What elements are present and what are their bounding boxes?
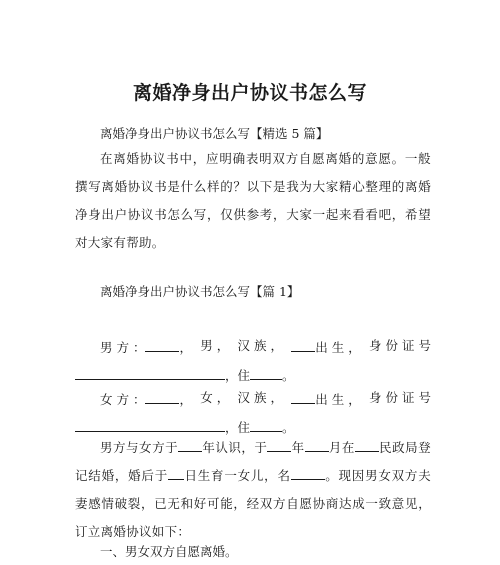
woman-address-blank [250, 418, 282, 432]
woman-id-label: 身 份 证 号 [369, 390, 431, 405]
bureau-blank [355, 438, 379, 452]
marriage-text-2: 年认识，于 [202, 440, 268, 455]
marriage-text-4: 月在 [328, 440, 355, 455]
woman-id-blank [75, 418, 225, 432]
man-id-blank [75, 366, 225, 380]
marriage-text-5: 民政局登记结婚，婚后于 [75, 440, 431, 483]
woman-name-blank [145, 390, 179, 404]
man-id-label: 身 份 证 号 [369, 338, 431, 353]
man-sex: 男 ， [200, 338, 230, 353]
intro-paragraph: 在离婚协议书中，应明确表明双方自愿离婚的意愿。一般撰写离婚协议书是什么样的？以下是我为大家精心整理的离婚净身出户协议书怎么写，仅供参考，大家一起来看看吧，希望对大家有帮助。 [75, 151, 431, 250]
man-born: 出 生 ， [315, 340, 361, 355]
meet-year-blank [178, 438, 202, 452]
marriage-paragraph [75, 434, 431, 546]
subtitle-selected: 离婚净身出户协议书怎么写【精选 5 篇】 [100, 126, 329, 141]
woman-sex: 女 ， [200, 390, 230, 405]
woman-birth-blank [291, 390, 315, 404]
marry-month-blank [305, 438, 329, 452]
man-address-blank [250, 366, 282, 380]
man-end: 。 [282, 368, 295, 383]
marriage-text-6: 日生育一女儿，名 [183, 468, 291, 483]
woman-ethnic: 汉 族 ， [237, 390, 283, 405]
man-name-blank [145, 338, 179, 352]
woman-label: 女 方 ： [100, 392, 146, 407]
man-comma: ， [179, 340, 192, 355]
man-ethnic: 汉 族 ， [237, 338, 283, 353]
marriage-text-1: 男方与女方于 [100, 440, 179, 455]
clause-1: 一、男女双方自愿离婚。 [100, 544, 238, 559]
marry-year-blank [267, 438, 291, 452]
party-man [75, 338, 431, 384]
man-birth-blank [291, 338, 315, 352]
subtitle-part1: 离婚净身出户协议书怎么写【篇 1】 [100, 284, 300, 299]
woman-born: 出 生 ， [315, 392, 361, 407]
daughter-name-blank [291, 466, 325, 480]
party-woman [75, 390, 431, 436]
man-label: 男 方 ： [100, 340, 146, 355]
marriage-text-7: 。现因男女双方夫妻感情破裂，已无和好可能，经双方自愿协商达成一致意见，订立离婚协议如下： [75, 468, 431, 539]
woman-end: 。 [282, 420, 295, 435]
document-title: 离婚净身出户协议书怎么写 [132, 82, 367, 104]
birth-date-blank [168, 466, 184, 480]
woman-comma: ， [179, 392, 192, 407]
man-addr: ，住 [225, 368, 251, 383]
marriage-text-3: 年 [291, 440, 305, 455]
woman-addr: ，住 [225, 420, 251, 435]
